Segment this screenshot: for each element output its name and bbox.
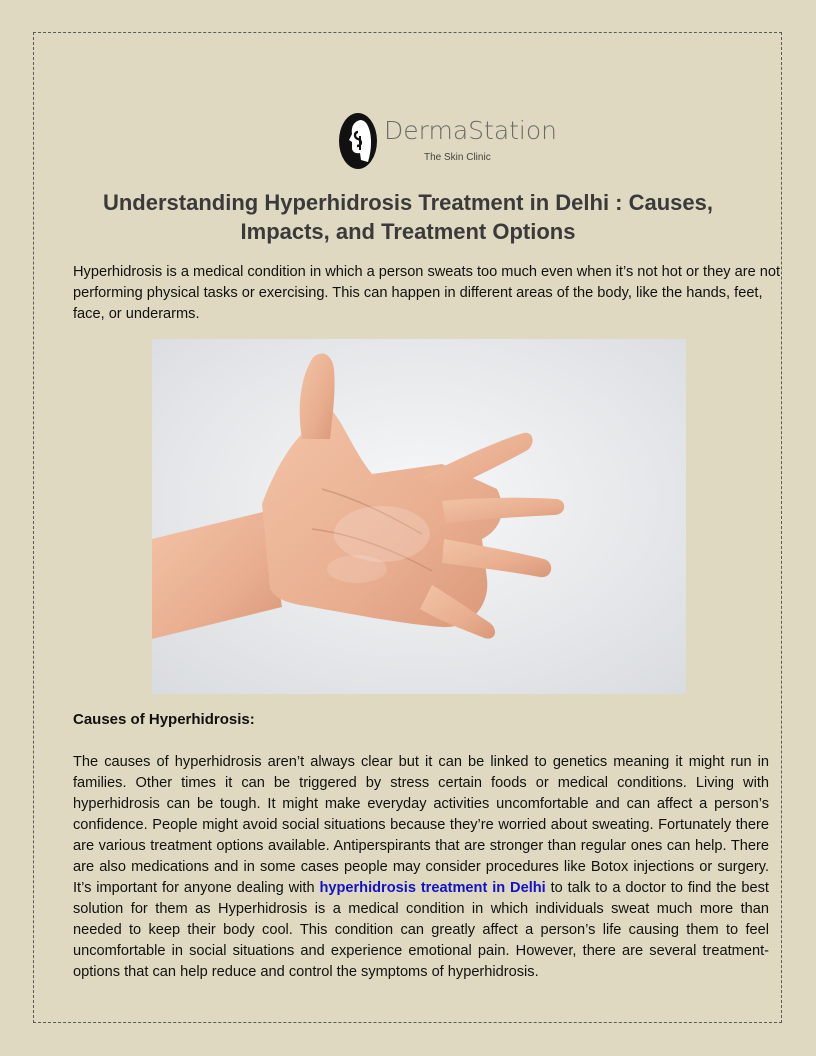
hyperhidrosis-treatment-link[interactable]: hyperhidrosis treatment in Delhi <box>319 880 546 896</box>
causes-text-end: to talk to a doctor to find the best solution for them as Hyperhidrosis is a medical condition in which individuals sweat much more than needed to keep their body cool. This condition can greatly affect a person’s life causing them to feel uncomfortable in social situations and experience emotional pain. However, there are several treatment-options that can help reduce and control the symptoms of hyperhidrosis. <box>73 880 769 980</box>
causes-paragraph <box>73 752 769 983</box>
brand-tagline: The Skin Clinic <box>424 152 491 163</box>
face-profile-logo-icon <box>338 112 378 170</box>
article-title: Understanding Hyperhidrosis Treatment in Delhi : Causes, Impacts, and Treatment Options <box>102 190 714 244</box>
intro-paragraph: Hyperhidrosis is a medical condition in which a person sweats too much even when it’s not hot or they are not performing physical tasks or exercising. This can happen in different areas of the body, like the hands, feet, face, or underarms. <box>73 264 781 322</box>
brand-name: DermaStation <box>384 116 558 145</box>
sweaty-palm-hand-image <box>152 339 686 694</box>
causes-text-start: The causes of hyperhidrosis aren’t always clear but it can be linked to genetics meaning it might run in families. Other times it can be triggered by stress certain foods or medical conditions. Living with hyperhidrosis can be tough. It might make everyday activities uncomfortable and can affect a person’s confidence. People might avoid social situations because they’re worried about sweating. Fortunately there are various treatment options available. Antiperspirants that are stronger than regular ones can help. There are also medications and in some cases people may consider procedures like Botox injections or surgery. It’s important for anyone dealing with <box>73 754 769 896</box>
brand-logo[interactable] <box>338 110 558 170</box>
causes-heading: Causes of Hyperhidrosis: <box>73 711 255 728</box>
